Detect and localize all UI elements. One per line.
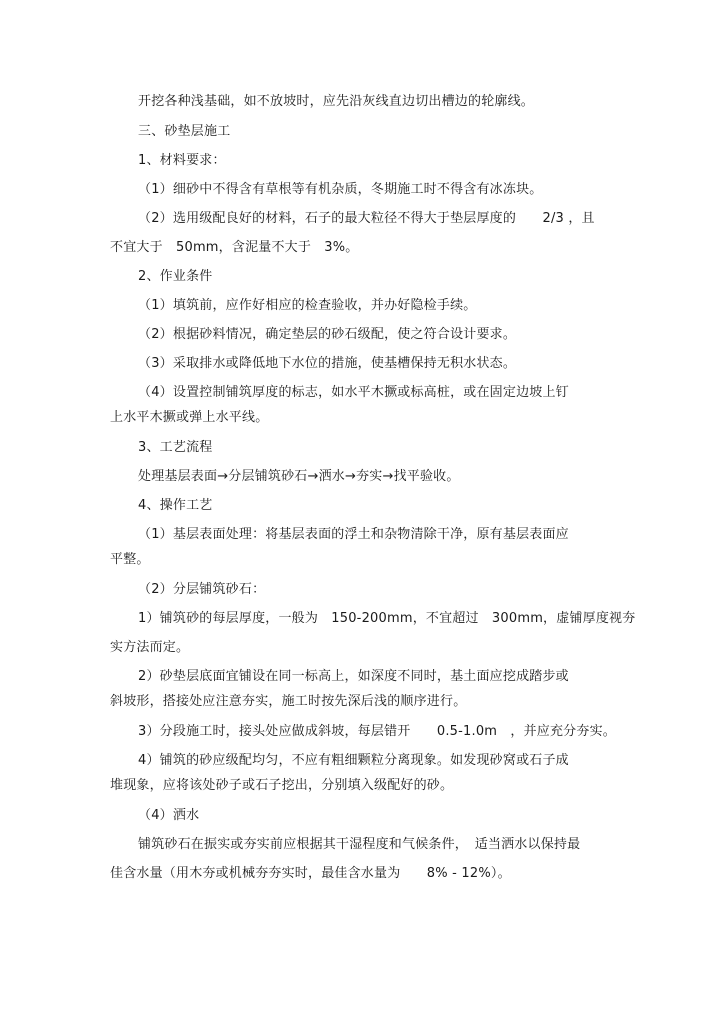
subsection-heading: 4、操作工艺 — [138, 498, 213, 513]
section-heading: 三、砂垫层施工 — [138, 124, 231, 139]
subsection-heading: 3、工艺流程 — [138, 440, 213, 455]
text-line: 1）铺筑砂的每层厚度，一般为 150-200mm，不宜超过 300mm，虚铺厚度视夯 — [138, 611, 636, 626]
text-line: 实方法而定。 — [110, 640, 190, 655]
text-line: （2）分层铺筑砂石： — [138, 582, 266, 597]
text-line: （2）选用级配良好的材料，石子的最大粒径不得大于垫层厚度的 2/3 ，且 — [138, 211, 595, 226]
process-flow: 处理基层表面→分层铺筑砂石→洒水→夯实→找平验收。 — [138, 469, 460, 484]
text-line: （1）基层表面处理：将基层表面的浮土和杂物清除干净，原有基层表面应 — [138, 527, 569, 542]
text-line: 斜坡形，搭接处应注意夯实，施工时按先深后浅的顺序进行。 — [110, 694, 467, 709]
text-line: 4）铺筑的砂应级配均匀，不应有粗细颗粒分离现象。如发现砂窝或石子成 — [138, 753, 569, 768]
text-line: 2）砂垫层底面宜铺设在同一标高上，如深度不同时，基土面应挖成踏步或 — [138, 669, 569, 684]
subsection-heading: 1、材料要求： — [138, 153, 226, 168]
text-line: 上水平木撅或弹上水平线。 — [110, 410, 269, 425]
text-line: 平整。 — [110, 552, 150, 567]
text-line: 开挖各种浅基础，如不放坡时，应先沿灰线直边切出槽边的轮廓线。 — [138, 94, 535, 109]
text-line: 堆现象，应将该处砂子或石子挖出，分别填入级配好的砂。 — [110, 778, 454, 793]
text-line: 不宜大于 50mm，含泥量不大于 3%。 — [110, 240, 359, 255]
text-line: 佳含水量（用木夯或机械夯夯实时，最佳含水量为 8% - 12%）。 — [110, 866, 511, 881]
text-line: （4）设置控制铺筑厚度的标志，如水平木撅或标高桩，或在固定边坡上钉 — [138, 385, 569, 400]
text-line: （1）细砂中不得含有草根等有机杂质，冬期施工时不得含有冰冻块。 — [138, 182, 543, 197]
text-line: （1）填筑前，应作好相应的检查验收，并办好隐检手续。 — [138, 298, 477, 313]
text-line: （2）根据砂料情况，确定垫层的砂石级配，使之符合设计要求。 — [138, 327, 517, 342]
text-line: 铺筑砂石在振实或夯实前应根据其干湿程度和气候条件， 适当洒水以保持最 — [138, 837, 581, 852]
text-line: （3）采取排水或降低地下水位的措施，使基槽保持无积水状态。 — [138, 356, 517, 371]
subsection-heading: （4）洒水 — [138, 808, 200, 823]
text-line: 3）分段施工时，接头处应做成斜坡，每层错开 0.5-1.0m ，并应充分夯实。 — [138, 724, 616, 739]
subsection-heading: 2、作业条件 — [138, 269, 213, 284]
